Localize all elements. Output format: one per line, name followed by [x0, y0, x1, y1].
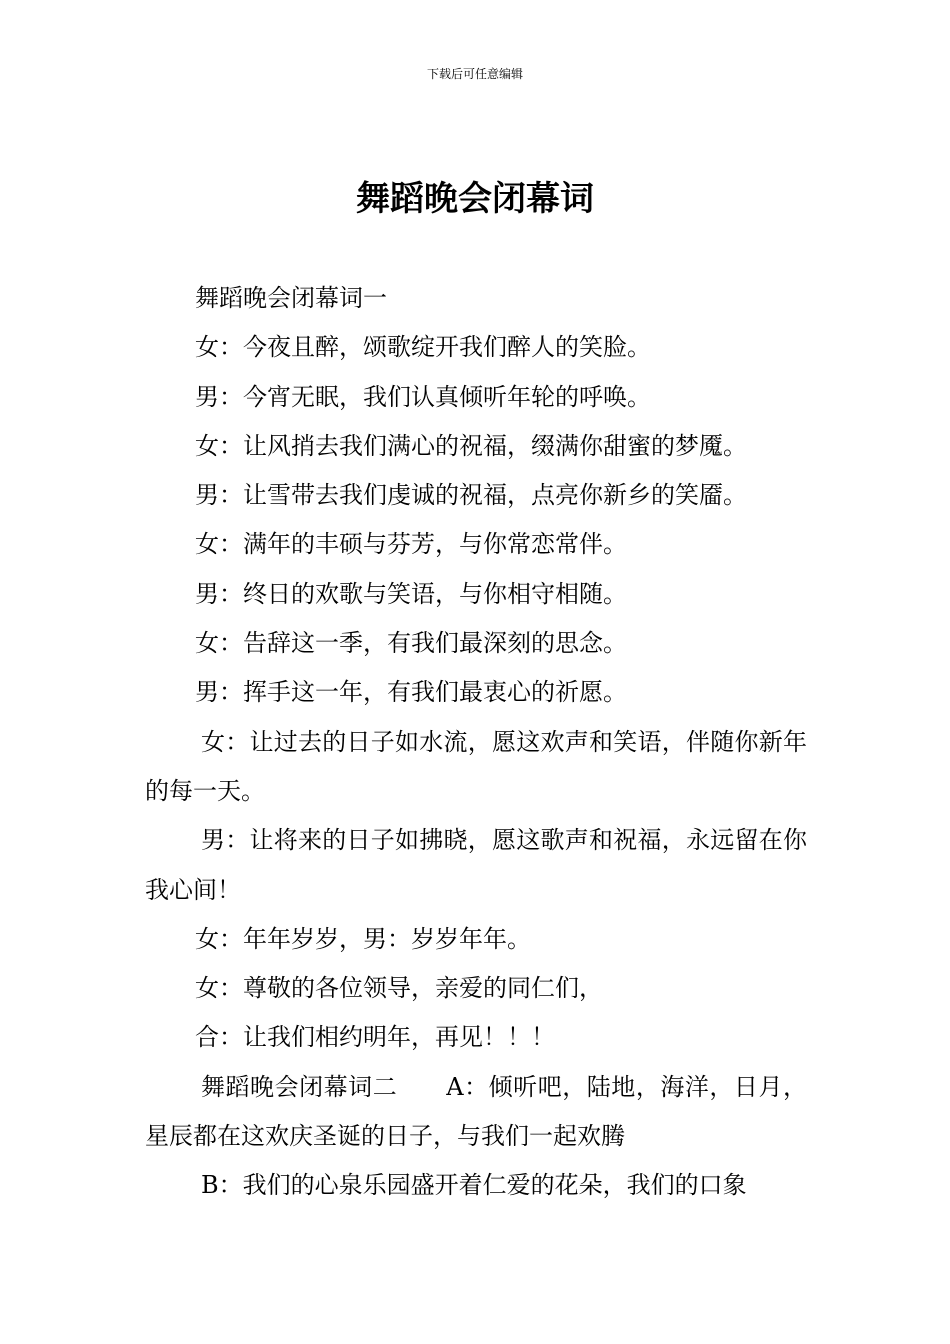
paragraph-section-heading-1: 舞蹈晚会闭幕词一: [195, 284, 387, 312]
paragraph: 男：让将来的日子如拂晓，愿这歌声和祝福，永远留在你我心间！: [145, 826, 807, 904]
paragraph: 女：告辞这一季，有我们最深刻的思念。: [195, 629, 627, 658]
paragraph-section-heading-2: 舞蹈晚会闭幕词二 A：倾听吧，陆地，海洋，日月，星辰都在这欢庆圣诞的日子，与我们一起欢腾: [145, 1072, 807, 1151]
paragraph: 男：今宵无眠，我们认真倾听年轮的呼唤。: [195, 382, 651, 411]
document-body: [145, 274, 807, 1211]
paragraph: 女：让风捎去我们满心的祝福，缀满你甜蜜的梦魇。: [195, 431, 747, 460]
paragraph: 男：让雪带去我们虔诚的祝福，点亮你新乡的笑靥。: [195, 481, 747, 510]
paragraph: 男：挥手这一年，有我们最衷心的祈愿。: [195, 678, 627, 707]
paragraph: 女：年年岁岁，男：岁岁年年。: [195, 924, 531, 953]
paragraph: 合：让我们相约明年，再见！！！: [195, 1023, 555, 1052]
paragraph: 女：满年的丰硕与芬芳，与你常恋常伴。: [195, 530, 627, 559]
header-note: 下载后可任意编辑: [426, 67, 523, 81]
paragraph: 女：让过去的日子如水流，愿这欢声和笑语，伴随你新年的每一天。: [145, 727, 807, 805]
paragraph: 女：今夜且醉，颂歌绽开我们醉人的笑脸。: [195, 333, 651, 362]
paragraph: B：我们的心泉乐园盛开着仁爱的花朵，我们的口象: [201, 1171, 747, 1200]
document-title: 舞蹈晚会闭幕词: [356, 179, 594, 219]
paragraph: 女：尊敬的各位领导，亲爱的同仁们，: [195, 974, 603, 1003]
paragraph: 男：终日的欢歌与笑语，与你相守相随。: [195, 579, 627, 608]
